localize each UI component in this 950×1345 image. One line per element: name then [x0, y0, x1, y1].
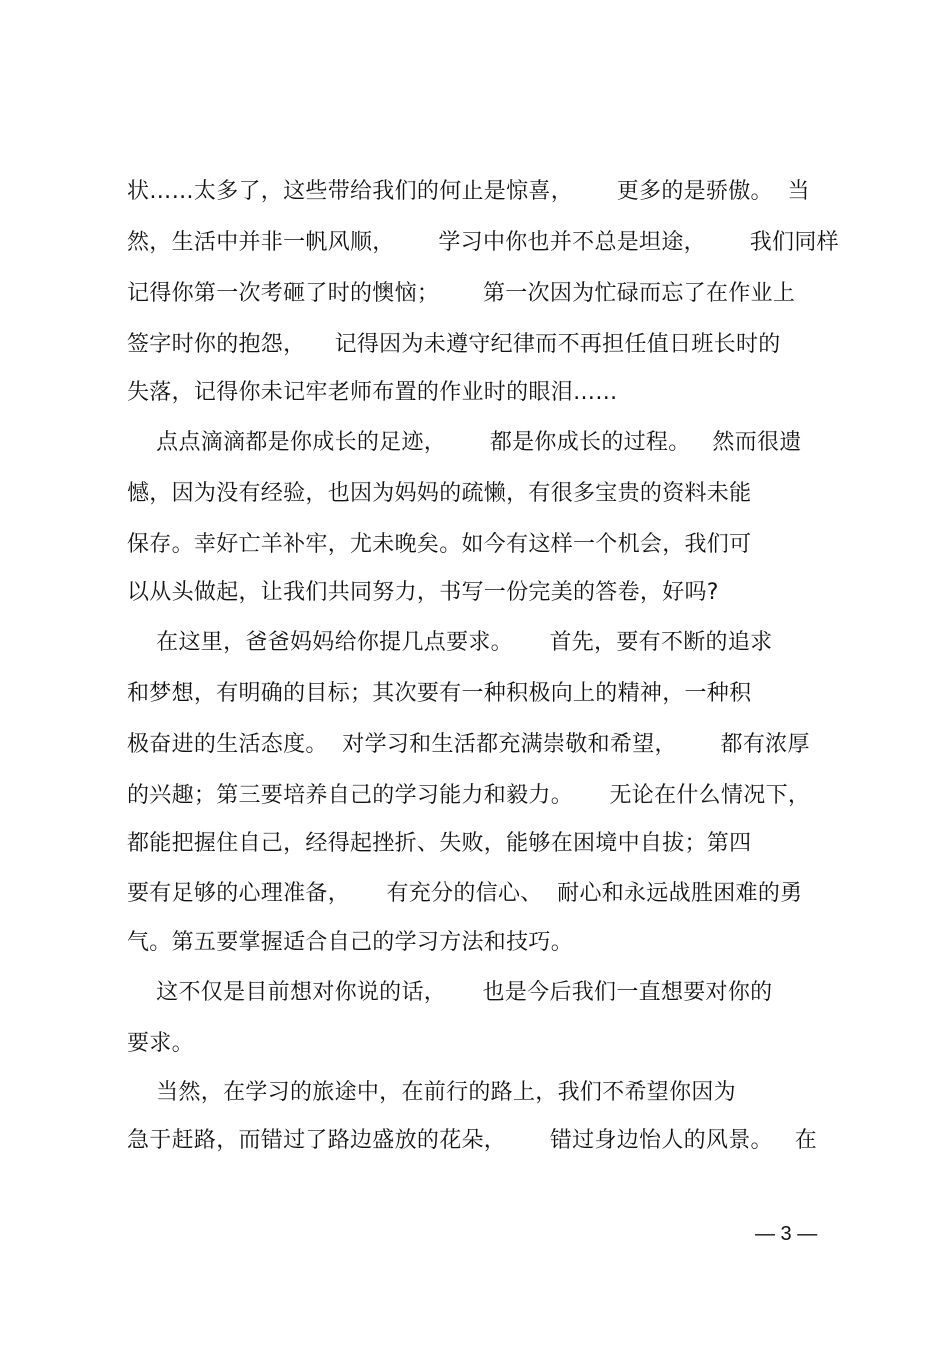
text-line: 保存。幸好亡羊补牢，尤未晚矣。如今有这样一个机会，我们可 [127, 532, 752, 557]
text-line: 记得你第一次考砸了时的懊恼； 第一次因为忙碌而忘了在作业上 [127, 281, 796, 306]
text-line: 的兴趣；第三要培养自己的学习能力和毅力。 无论在什么情况下， [127, 783, 811, 808]
text-line: 状……太多了，这些带给我们的何止是惊喜， 更多的是骄傲。 当 [127, 179, 810, 204]
text-line: 和梦想，有明确的目标；其次要有一种积极向上的精神，一种积 [127, 681, 752, 706]
text-line: 憾，因为没有经验，也因为妈妈的疏懒，有很多宝贵的资料未能 [127, 481, 752, 506]
text-line: 急于赶路，而错过了路边盛放的花朵， 错过身边怡人的风景。 在 [127, 1128, 818, 1153]
text-line: 极奋进的生活态度。 对学习和生活都充满崇敬和希望， 都有浓厚 [127, 732, 810, 757]
text-line: 点点滴滴都是你成长的足迹， 都是你成长的过程。 然而很遗 [127, 430, 802, 455]
text-line: 要有足够的心理准备， 有充分的信心、 耐心和永远战胜困难的勇 [127, 881, 803, 906]
text-line: 签字时你的抱怨， 记得因为未遵守纪律而不再担任值日班长时的 [127, 332, 781, 357]
text-line: 都能把握住自己，经得起挫折、失败，能够在困境中自拔；第四 [127, 831, 752, 856]
page-number: — 3 — [755, 1223, 818, 1245]
text-line: 这不仅是目前想对你说的话， 也是今后我们一直想要对你的 [127, 980, 773, 1005]
text-line: 然，生活中并非一帆风顺， 学习中你也并不总是坦途， 我们同样 [127, 230, 839, 255]
text-line: 当然，在学习的旅途中，在前行的路上，我们不希望你因为 [127, 1080, 736, 1105]
text-line: 气。第五要掌握适合自己的学习方法和技巧。 [127, 930, 574, 955]
text-line: 失落，记得你未记牢老师布置的作业时的眼泪…… [127, 380, 618, 405]
text-line: 以从头做起，让我们共同努力，书写一份完美的答卷，好吗? [127, 580, 719, 605]
text-line: 要求。 [127, 1031, 194, 1056]
text-line: 在这里，爸爸妈妈给你提几点要求。 首先，要有不断的追求 [127, 630, 773, 655]
